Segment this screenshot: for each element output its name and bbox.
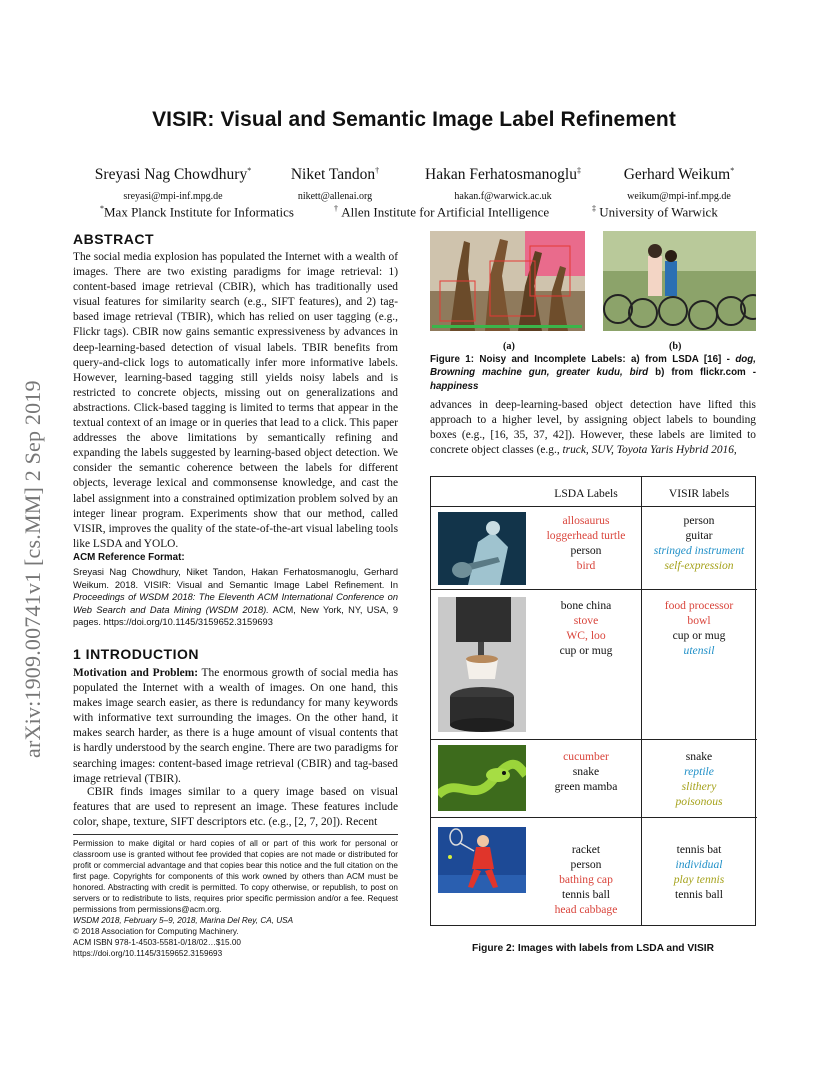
venue-line: WSDM 2018, February 5–9, 2018, Marina Del Rey, CA, USA	[73, 916, 294, 925]
affiliation-2-mark: †	[334, 204, 338, 213]
author-2-email[interactable]: nikett@allenai.org	[297, 191, 373, 202]
row-2-lsda-labels	[531, 598, 641, 658]
row-1-image	[438, 512, 526, 585]
author-4-mark: *	[730, 166, 735, 175]
label-wc-loo: WC, loo	[566, 629, 606, 642]
arxiv-stamp	[8, 290, 52, 770]
label-guitar: guitar	[685, 529, 713, 542]
affiliation-2-name: Allen Institute for Artificial Intelligence	[341, 204, 550, 220]
green-snake-illustration	[438, 745, 526, 811]
affiliation-1-name: Max Planck Institute for Informatics	[104, 204, 294, 220]
affiliation-1	[100, 204, 294, 220]
bicycles-illustration	[603, 231, 756, 331]
affiliation-3	[592, 204, 718, 220]
label-loggerhead-turtle: loggerhead turtle	[546, 529, 626, 542]
figure-1a-label: (a)	[503, 341, 515, 352]
intro-p1-text: The enormous growth of social media has populated the Internet with a wealth of images. On one hand, this makes image search easier, as there is redundancy for many keywords with informative text surrounding the images. On the other hand, it makes search harder, as there is a huge amount of visual contents that is hardly understood by the search engine. There are two paradigms for searching images: content-based image retrieval (CBIR) and tag-based image retrieval (TBIR).	[73, 667, 399, 785]
author-4-name: Gerhard Weikum	[623, 166, 731, 184]
figure-2-caption: Figure 2: Images with labels from LSDA and VISIR	[472, 943, 714, 954]
label-cup-or-mug: cup or mug	[559, 644, 613, 657]
coffee-machine-illustration	[438, 597, 526, 732]
abstract-text: The social media explosion has populated the Internet with a wealth of images. There are two existing paradigms for image retrieval: 1) content-based image retrieval (CBIR), which has traditionally used visual features for similarity search (e.g., SIFT features), and 2) tag-based image retrieval (TBIR), which has relied on user tagging (e.g., Flickr tags). CBIR now gains semantic expressiveness by advances in deep-learning-based detection of visual labels. TBIR benefits from query-and-click logs to automatically infer more informative labels. However, learning-based tagging still yields noisy labels and is restricted to concrete objects, missing out on generalizations and abstractions. Click-based tagging is limited to terms that appear in the textual context of an image or in queries that lead to a click. This paper addresses the above limitations by semantically refining and expanding the labels suggested by learning-based object detection. We consider the semantic coherence between the labels for different objects, leverage lexical and commonsense knowledge, and cast the label assignment into a constrained optimization problem solved by an integer linear program. Experiments show that our method, called VISIR, improves the quality of the state-of-the-art visual labeling tools like LSDA and YOLO.	[73, 251, 398, 550]
author-1-mark: *	[247, 166, 252, 175]
affiliation-1-mark: *	[100, 204, 104, 213]
col-header-visir: VISIR labels	[668, 487, 730, 500]
label-bird: bird	[576, 559, 596, 572]
acm-ref-heading: ACM Reference Format:	[73, 552, 185, 563]
row-2-visir-labels	[642, 598, 756, 658]
row-3-visir-labels	[642, 749, 756, 809]
label-poisonous: poisonous	[675, 795, 723, 808]
author-3-name: Hakan Ferhatosmanoglu	[425, 166, 577, 184]
label-person: person	[570, 858, 602, 871]
tennis-player-illustration	[438, 827, 526, 893]
row-3-image	[438, 745, 526, 811]
paper-title: VISIR: Visual and Semantic Image Label Refinement	[152, 108, 676, 131]
intro-paragraph-1	[73, 666, 398, 787]
acm-ref-part-2: ACM, New York, NY, USA, 9 pages. https://doi.org/10.1145/3159652.3159693	[73, 604, 398, 628]
label-self-expression: self-expression	[664, 559, 734, 572]
label-stove: stove	[573, 614, 599, 627]
label-tennis-ball: tennis ball	[675, 888, 723, 901]
label-food-processor: food processor	[664, 599, 734, 612]
permission-notice: Permission to make digital or hard copies of all or part of this work for personal or classroom use is granted without fee provided that copies are not made or distributed for profit or commercial advantage and that copies bear this notice and the full citation on the first page. Copyrights for components of this work owned by others than ACM must be honored. Abstracting with credit is permitted. To copy otherwise, or republish, to post on servers or to redistribute to lists, requires prior specific permission and/or a fee. Request permissions from permissions@acm.org.	[73, 839, 398, 914]
label-tennis-bat: tennis bat	[676, 843, 722, 856]
label-snake: snake	[572, 765, 600, 778]
row-3-lsda-labels	[531, 749, 641, 794]
label-snake: snake	[685, 750, 713, 763]
row-4-lsda-labels	[531, 842, 641, 917]
author-4-email[interactable]: weikum@mpi-inf.mpg.de	[627, 191, 731, 202]
author-1	[78, 166, 268, 184]
abstract-heading: ABSTRACT	[73, 231, 154, 247]
label-stringed-instrument: stringed instrument	[653, 544, 745, 557]
fig1-caption-labels-b: happiness	[430, 380, 479, 392]
label-green-mamba: green mamba	[554, 780, 618, 793]
guitar-player-illustration	[438, 512, 526, 585]
author-3-email[interactable]: hakan.f@warwick.ac.uk	[454, 191, 552, 202]
fig1-caption-part-1: Figure 1: Noisy and Incomplete Labels: a) from LSDA [16] -	[430, 354, 736, 365]
intro-heading: 1 INTRODUCTION	[73, 646, 199, 662]
giraffes-illustration	[430, 231, 585, 331]
doi-link[interactable]: https://doi.org/10.1145/3159652.3159693	[73, 949, 223, 958]
right-column-paragraph	[430, 398, 756, 458]
row-1-visir-labels	[642, 513, 756, 573]
label-slithery: slithery	[681, 780, 717, 793]
acm-ref-venue: Proceedings of WSDM 2018: The Eleventh ACM International Conference on Web Search and Data Mining (WSDM 2018).	[73, 592, 398, 615]
label-bathing-cap: bathing cap	[559, 873, 613, 886]
label-individual: individual	[675, 858, 723, 871]
label-play-tennis: play tennis	[673, 873, 725, 886]
row-4-image	[438, 827, 526, 893]
acm-ref-text	[73, 566, 398, 629]
arxiv-id: arXiv:1909.00741v1 [cs.MM] 2 Sep 2019	[20, 380, 45, 758]
acm-ref-part-1: Sreyasi Nag Chowdhury, Niket Tandon, Hakan Ferhatosmanoglu, Gerhard Weikum. 2018. VISIR: Visual and Semantic Image Label Refinement. In	[73, 567, 398, 590]
footnote-rule	[73, 834, 398, 835]
label-person: person	[570, 544, 602, 557]
label-bowl: bowl	[687, 614, 711, 627]
right-para-italic: truck, SUV, Toyota Yaris Hybrid 2016,	[562, 444, 737, 457]
figure-1b-image	[603, 231, 756, 331]
figure-1b-label: (b)	[669, 341, 682, 352]
label-utensil: utensil	[683, 644, 715, 657]
affiliation-3-mark: ‡	[592, 204, 596, 213]
author-3	[408, 166, 598, 184]
author-2	[270, 166, 400, 184]
isbn-line: ACM ISBN 978-1-4503-5581-0/18/02…$15.00	[73, 938, 241, 947]
author-4	[606, 166, 752, 184]
affiliation-3-name: University of Warwick	[599, 204, 718, 220]
label-tennis-ball: tennis ball	[562, 888, 610, 901]
row-divider	[431, 817, 757, 818]
figure-1a-image	[430, 231, 585, 331]
fig1-caption-labels-a: dog, Browning machine gun, greater kudu, bird	[430, 354, 756, 379]
label-cup-or-mug: cup or mug	[672, 629, 726, 642]
row-4-visir-labels	[642, 842, 756, 902]
figure-1-caption	[430, 353, 756, 393]
right-para-text: advances in deep-learning-based object detection have lifted this approach to a higher level, by assigning object labels to bounding boxes (e.g., [16, 35, 37, 42]). However, these labels are limited to concrete object classes (e.g.,	[430, 399, 756, 457]
col-header-lsda: LSDA Labels	[554, 487, 618, 500]
figure-2-table	[430, 476, 756, 926]
author-3-mark: ‡	[576, 166, 581, 175]
intro-paragraph-2: CBIR finds images similar to a query image based on visual features that are used to represent an image. These features include color, shape, texture, SIFT descriptors etc. (e.g., [2, 7, 20]). Recent	[73, 786, 398, 829]
label-head-cabbage: head cabbage	[554, 903, 618, 916]
copyright-line: © 2018 Association for Computing Machinery.	[73, 927, 239, 936]
author-2-mark: †	[375, 166, 380, 175]
label-cucumber: cucumber	[563, 750, 609, 763]
label-reptile: reptile	[684, 765, 714, 778]
fig1-caption-part-2: b) from flickr.com -	[648, 367, 756, 379]
row-1-lsda-labels	[531, 513, 641, 573]
affiliation-2	[334, 204, 549, 220]
label-bone-china: bone china	[560, 599, 612, 612]
author-2-name: Niket Tandon	[290, 166, 376, 184]
intro-lead: Motivation and Problem:	[73, 667, 198, 679]
author-1-name: Sreyasi Nag Chowdhury	[94, 166, 248, 184]
label-allosaurus: allosaurus	[562, 514, 610, 527]
row-divider	[431, 589, 757, 590]
author-1-email[interactable]: sreyasi@mpi-inf.mpg.de	[123, 191, 223, 202]
row-divider	[431, 739, 757, 740]
header-divider	[431, 506, 755, 507]
row-2-image	[438, 597, 526, 732]
label-racket: racket	[571, 843, 601, 856]
label-person: person	[683, 514, 715, 527]
